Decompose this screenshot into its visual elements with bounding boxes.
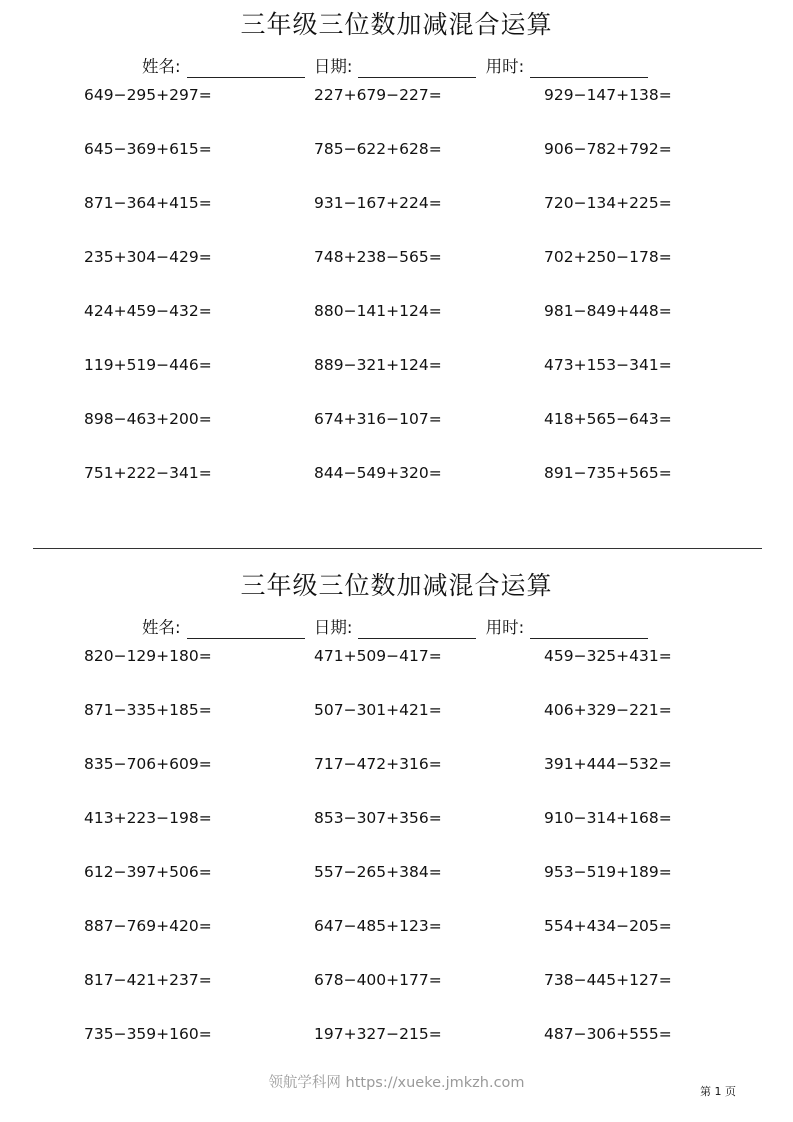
arithmetic-problem: 702+250−178= (544, 248, 672, 266)
date-blank (358, 59, 476, 78)
arithmetic-problem: 720−134+225= (544, 194, 672, 212)
arithmetic-problem: 554+434−205= (544, 917, 672, 935)
arithmetic-problem: 871−364+415= (84, 194, 212, 212)
arithmetic-problem: 424+459−432= (84, 302, 212, 320)
arithmetic-problem: 557−265+384= (314, 863, 442, 881)
arithmetic-problem: 817−421+237= (84, 971, 212, 989)
date-field (314, 56, 477, 78)
arithmetic-problem: 507−301+421= (314, 701, 442, 719)
arithmetic-problem: 487−306+555= (544, 1025, 672, 1043)
arithmetic-problem: 910−314+168= (544, 809, 672, 827)
date-label: 日期: (313, 618, 353, 637)
arithmetic-problem: 717−472+316= (314, 755, 442, 773)
time-used-field (486, 56, 649, 78)
arithmetic-problem: 880−141+124= (314, 302, 442, 320)
arithmetic-problem: 678−400+177= (314, 971, 442, 989)
arithmetic-problem: 612−397+506= (84, 863, 212, 881)
arithmetic-problem: 418+565−643= (544, 410, 672, 428)
arithmetic-problem: 981−849+448= (544, 302, 672, 320)
worksheet-title: 三年级三位数加减混合运算 (240, 10, 553, 39)
name-field (142, 56, 305, 78)
arithmetic-problem: 844−549+320= (314, 464, 442, 482)
arithmetic-problem: 889−321+124= (314, 356, 442, 374)
arithmetic-problem: 649−295+297= (84, 86, 212, 104)
arithmetic-problem: 227+679−227= (314, 86, 442, 104)
name-blank (187, 59, 305, 78)
arithmetic-problem: 929−147+138= (544, 86, 672, 104)
student-info-row (142, 56, 652, 78)
arithmetic-problem: 853−307+356= (314, 809, 442, 827)
name-label: 姓名: (142, 618, 181, 637)
name-field (142, 617, 305, 639)
arithmetic-problem: 953−519+189= (544, 863, 672, 881)
arithmetic-problem: 906−782+792= (544, 140, 672, 158)
arithmetic-problem: 887−769+420= (84, 917, 212, 935)
arithmetic-problem: 738−445+127= (544, 971, 672, 989)
arithmetic-problem: 931−167+224= (314, 194, 442, 212)
arithmetic-problem: 391+444−532= (544, 755, 672, 773)
time-used-label: 用时: (485, 618, 525, 637)
name-label: 姓名: (142, 57, 181, 76)
time-used-blank (530, 620, 648, 639)
arithmetic-problem: 891−735+565= (544, 464, 672, 482)
arithmetic-problem: 871−335+185= (84, 701, 212, 719)
arithmetic-problem: 459−325+431= (544, 647, 672, 665)
arithmetic-problem: 235+304−429= (84, 248, 212, 266)
name-blank (187, 620, 305, 639)
date-label: 日期: (313, 57, 353, 76)
arithmetic-problem: 119+519−446= (84, 356, 212, 374)
arithmetic-problem: 820−129+180= (84, 647, 212, 665)
watermark-footer: 领航学科网 https://xueke.jmkzh.com (268, 1075, 525, 1091)
arithmetic-problem: 647−485+123= (314, 917, 442, 935)
time-used-label: 用时: (485, 57, 525, 76)
arithmetic-problem: 785−622+628= (314, 140, 442, 158)
time-used-blank (530, 59, 648, 78)
arithmetic-problem: 413+223−198= (84, 809, 212, 827)
problem-grid (0, 85, 793, 482)
date-field (314, 617, 477, 639)
arithmetic-problem: 471+509−417= (314, 647, 442, 665)
page-number: 第 1 页 (700, 1085, 736, 1098)
time-used-field (486, 617, 649, 639)
arithmetic-problem: 473+153−341= (544, 356, 672, 374)
problem-grid (0, 646, 793, 1043)
student-info-row (142, 617, 652, 639)
arithmetic-problem: 645−369+615= (84, 140, 212, 158)
arithmetic-problem: 406+329−221= (544, 701, 672, 719)
arithmetic-problem: 835−706+609= (84, 755, 212, 773)
arithmetic-problem: 674+316−107= (314, 410, 442, 428)
arithmetic-problem: 748+238−565= (314, 248, 442, 266)
arithmetic-problem: 751+222−341= (84, 464, 212, 482)
arithmetic-problem: 898−463+200= (84, 410, 212, 428)
date-blank (358, 620, 476, 639)
arithmetic-problem: 735−359+160= (84, 1025, 212, 1043)
worksheet-title: 三年级三位数加减混合运算 (240, 571, 553, 600)
arithmetic-problem: 197+327−215= (314, 1025, 442, 1043)
section-divider (33, 548, 762, 549)
